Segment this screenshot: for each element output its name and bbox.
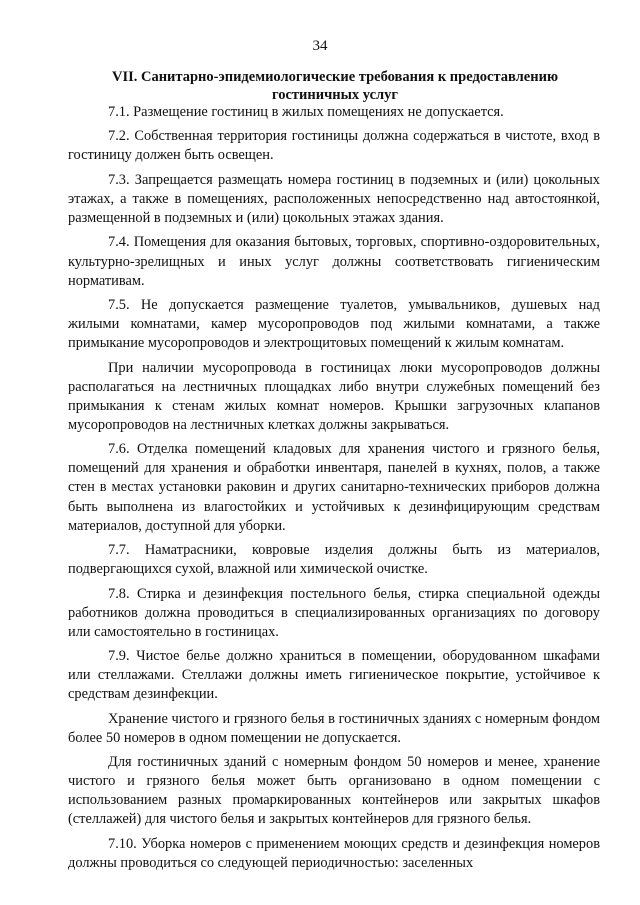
paragraph-7-1: 7.1. Размещение гостиниц в жилых помещениях не допускается. bbox=[108, 104, 504, 120]
paragraph-7-9-storage-large: Хранение чистого и грязного белья в гостиничных зданиях с номерным фондом более 50 номеров в одном помещении не допускается. bbox=[68, 710, 600, 746]
paragraph-7-6: 7.6. Отделка помещений кладовых для хранения чистого и грязного белья, помещений для хранения и обработки инвентаря, панелей в кухнях, полов, а также стен в местах установки раковин и других санитарно-технических приборов должна быть выполнена из влагостойких и устойчивых к дезинфицирующим средствам материалов, доступной для уборки. bbox=[68, 441, 600, 534]
paragraph-7-9-storage-small: Для гостиничных зданий с номерным фондом 50 номеров и менее, хранение чистого и грязного белья может быть организовано в одном помещении с использованием разных промаркированных контейнеров или закрытых шкафов (стеллажей) для чистого белья и закрытых контейнеров для грязного белья. bbox=[68, 754, 600, 828]
paragraph-7-2: 7.2. Собственная территория гостиницы должна содержаться в чистоте, вход в гостиницу должен быть освещен. bbox=[68, 128, 600, 164]
body-text bbox=[68, 103, 600, 873]
page-number: 34 bbox=[312, 38, 328, 54]
paragraph-7-5: 7.5. Не допускается размещение туалетов, умывальников, душевых над жилыми комнатами, камер мусоропроводов под жилыми комнатами, а также примыкание мусоропроводов и электрощитовых помещений к жилым комнатам. bbox=[68, 297, 600, 352]
paragraph-7-9: 7.9. Чистое белье должно храниться в помещении, оборудованном шкафами или стеллажами. Стеллажи должны иметь гигиеническое покрытие, устойчивое к средствам дезинфекции. bbox=[68, 648, 600, 703]
paragraph-7-3: 7.3. Запрещается размещать номера гостиниц в подземных и (или) цокольных этажах, а также в помещениях, расположенных непосредственно над автостоянкой, размещенной в подземных и (или) цокольных этажах здания. bbox=[68, 171, 600, 227]
paragraph-7-7: 7.7. Наматрасники, ковровые изделия должны быть из материалов, подвергающихся сухой, влажной или химической очистке. bbox=[68, 542, 600, 578]
paragraph-7-5-garbage-chute: При наличии мусоропровода в гостиницах люки мусоропроводов должны располагаться на лестничных площадках либо внутри служебных помещений без примыкания к стенам жилых комнат номеров. Крышки загрузочных клапанов мусоропроводов на лестничных клетках должны закрываться. bbox=[68, 359, 600, 433]
paragraph-7-10: 7.10. Уборка номеров с применением моющих средств и дезинфекция номеров должны проводиться со следующей периодичностью: заселенных bbox=[68, 835, 600, 871]
paragraph-7-4: 7.4. Помещения для оказания бытовых, торговых, спортивно-оздоровительных, культурно-зрелищных и иных услуг должны соответствовать гигиеническим нормативам. bbox=[68, 234, 600, 289]
paragraph-7-8: 7.8. Стирка и дезинфекция постельного белья, стирка специальной одежды работников должна проводиться в специализированных организациях по договору или самостоятельно в гостиницах. bbox=[68, 585, 600, 640]
section-heading: VII. Санитарно-эпидемиологические требования к предоставлению гостиничных услуг bbox=[111, 69, 559, 103]
